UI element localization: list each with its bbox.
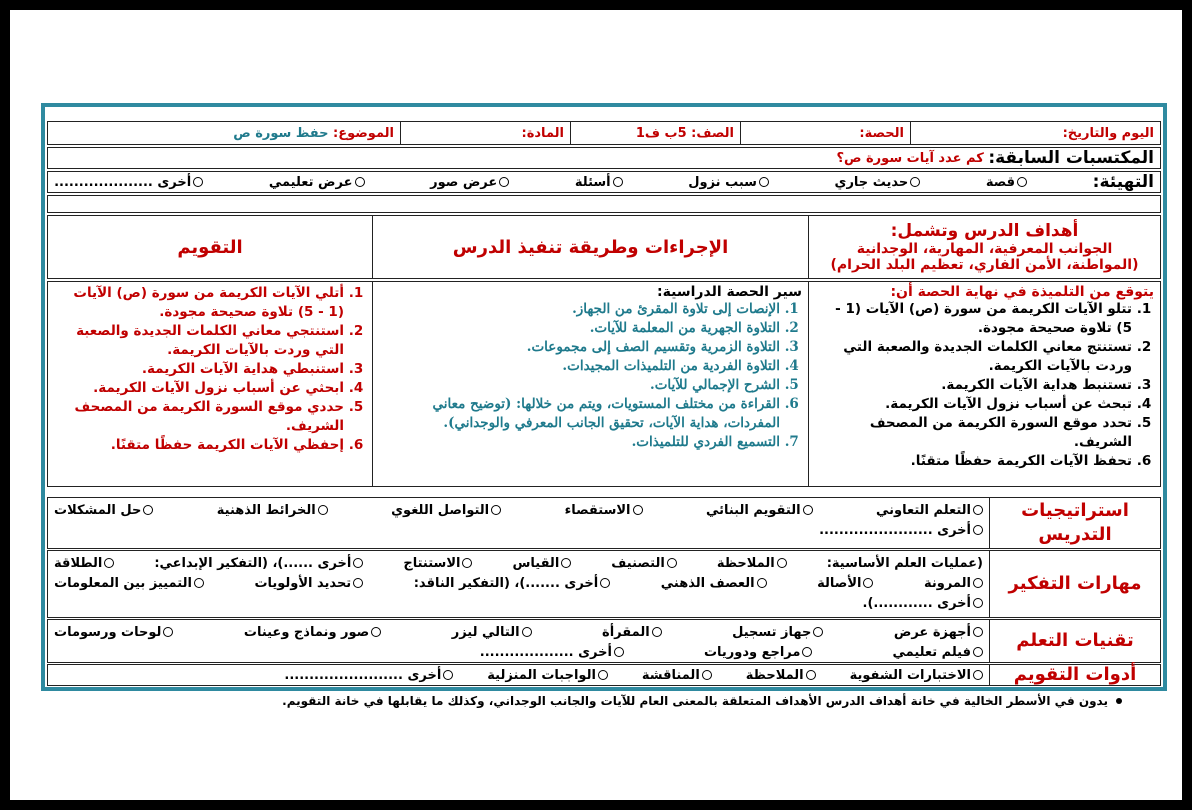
thinking-label	[989, 551, 1160, 617]
warmup-option-revelation-reason[interactable]	[688, 175, 769, 190]
objectives-list	[815, 300, 1154, 471]
subject-cell	[400, 122, 570, 144]
tech-label	[989, 620, 1160, 662]
strategy-option[interactable]	[706, 503, 813, 518]
option-label: لوحات ورسومات	[54, 624, 162, 640]
radio-circle-icon	[633, 505, 643, 515]
radio-circle-icon	[353, 558, 363, 568]
radio-circle-icon	[600, 578, 610, 588]
header-row	[47, 121, 1161, 145]
period-cell	[740, 122, 910, 144]
topic-label: الموضوع:	[333, 125, 394, 141]
prior-knowledge-label: المكتسبات السابقة:	[988, 148, 1154, 168]
tech-option[interactable]	[732, 625, 823, 640]
thinking-option[interactable]	[924, 576, 983, 591]
strategies-label	[989, 498, 1160, 548]
evaluation-header	[48, 216, 372, 278]
list-item: 3. التلاوة الزمرية وتقسيم الصف إلى مجموعات.	[379, 338, 780, 357]
thinking-option[interactable]	[403, 556, 472, 571]
strategy-option[interactable]	[391, 503, 501, 518]
warmup-option-story[interactable]	[986, 175, 1027, 190]
option-label: أخرى ......)، (التفكير الإبداعي:	[154, 555, 352, 571]
prior-knowledge-cell	[48, 148, 1160, 168]
thinking-option[interactable]	[512, 556, 571, 571]
radio-circle-icon	[702, 670, 712, 680]
thinking-option[interactable]	[54, 556, 114, 571]
assessment-label	[989, 665, 1160, 685]
radio-circle-icon	[1017, 177, 1027, 187]
option-label: جهاز تسجيل	[732, 624, 812, 640]
radio-circle-icon	[973, 647, 983, 657]
radio-circle-icon	[561, 558, 571, 568]
option-label: المرونة	[924, 575, 971, 591]
footnote	[70, 694, 1122, 708]
list-item: 7. التسميع الفردي للتلميذات.	[379, 433, 780, 452]
radio-circle-icon	[371, 627, 381, 637]
radio-circle-icon	[973, 670, 983, 680]
option-label: الخرائط الذهنية	[216, 502, 316, 518]
strategy-option[interactable]	[565, 503, 643, 518]
radio-circle-icon	[355, 177, 365, 187]
assessment-option[interactable]	[850, 668, 983, 683]
radio-circle-icon	[652, 627, 662, 637]
option-label: سبب نزول	[688, 174, 757, 190]
radio-circle-icon	[318, 505, 328, 515]
list-item: 5. تحدد موقع السورة الكريمة من المصحف الشريف.	[815, 414, 1132, 452]
evaluation-title: التقويم	[177, 236, 243, 258]
procedures-header	[372, 216, 808, 278]
radio-circle-icon	[598, 670, 608, 680]
warmup-option-questions[interactable]	[575, 175, 623, 190]
tech-option[interactable]	[892, 645, 983, 660]
assessment-row	[47, 664, 1161, 686]
warmup-option-images[interactable]	[430, 175, 509, 190]
option-label: مراجع ودوريات	[703, 644, 801, 660]
strategy-option[interactable]	[217, 503, 328, 518]
list-item: 4. ابحثي عن أسباب نزول الآيات الكريمة.	[54, 379, 344, 398]
option-label: الاستقصاء	[564, 502, 631, 518]
radio-circle-icon	[757, 578, 767, 588]
option-label: التصنيف	[611, 555, 665, 571]
radio-circle-icon	[806, 670, 816, 680]
radio-circle-icon	[973, 627, 983, 637]
list-item: 5. الشرح الإجمالي للآيات.	[379, 376, 780, 395]
radio-circle-icon	[802, 647, 812, 657]
class-cell	[570, 122, 740, 144]
option-label: الأصالة	[817, 575, 862, 591]
list-item: 2. تستنتج معاني الكلمات الجديدة والصعبة التي وردت بالآيات الكريمة.	[815, 338, 1132, 376]
list-item: 1. أتلي الآيات الكريمة من سورة (ص) الآيات (1 - 5) تلاوة صحيحة مجودة.	[54, 284, 344, 322]
option-label: أخرى ............).	[862, 595, 971, 611]
radio-circle-icon	[863, 578, 873, 588]
tech-option[interactable]	[894, 625, 983, 640]
section-label-text: مهارات التفكير	[1008, 573, 1142, 594]
radio-circle-icon	[163, 627, 173, 637]
tech-option[interactable]	[452, 625, 532, 640]
option-label: قصة	[985, 174, 1016, 190]
list-item: 1. الإنصات إلى تلاوة المقرئ من الجهاز.	[379, 300, 780, 319]
radio-circle-icon	[614, 647, 624, 657]
thinking-option[interactable]	[414, 576, 611, 591]
option-label: الواجبات المنزلية	[487, 667, 596, 683]
assessment-option[interactable]	[746, 668, 816, 683]
radio-circle-icon	[759, 177, 769, 187]
topic-value: حفظ سورة ص	[233, 125, 329, 141]
radio-circle-icon	[491, 505, 501, 515]
prior-knowledge-row	[47, 147, 1161, 169]
page	[10, 10, 1182, 800]
class-label: الصف: 5ب ف1	[635, 125, 734, 141]
option-label: القياس	[512, 555, 560, 571]
thinking-option[interactable]	[611, 556, 677, 571]
strategy-option-other[interactable]	[819, 523, 983, 538]
radio-circle-icon	[353, 578, 363, 588]
option-label: صور ونماذج وعينات	[243, 624, 370, 640]
lesson-plan-table	[41, 103, 1167, 691]
option-label: الاستنتاج	[403, 555, 461, 571]
list-item: 4. تبحث عن أسباب نزول الآيات الكريمة.	[815, 395, 1132, 414]
assessment-option-other[interactable]	[284, 668, 453, 683]
option-label: حديث جاري	[834, 174, 909, 190]
radio-circle-icon	[194, 578, 204, 588]
option-label: التواصل اللغوي	[391, 502, 490, 518]
list-item: 6. القراءة من مختلف المستويات، ويتم من خلالها: (توضيح معاني المفردات، هداية الآيات، تحقيق الجانب المعرفي والوجداني).	[379, 395, 780, 433]
thinking-option[interactable]	[717, 556, 787, 571]
date-cell	[910, 122, 1160, 144]
option-label: الملاحظة	[716, 555, 775, 571]
radio-circle-icon	[193, 177, 203, 187]
list-item: 3. استنبطي هداية الآيات الكريمة.	[54, 360, 344, 379]
bullet-icon	[1116, 698, 1122, 704]
option-label: أخرى ........................	[284, 667, 442, 683]
tech-options	[48, 620, 989, 662]
list-item: 2. استنتجي معاني الكلمات الجديدة والصعبة التي وردت بالآيات الكريمة.	[54, 322, 344, 360]
evaluation-cell	[48, 282, 372, 486]
objectives-title: أهداف الدرس وتشمل:	[890, 221, 1079, 241]
evaluation-list	[54, 284, 366, 455]
subject-label: المادة:	[521, 125, 564, 141]
list-item: 4. التلاوة الفردية من التلميذات المجيدات.	[379, 357, 780, 376]
content-row	[47, 281, 1161, 487]
assessment-options	[48, 665, 989, 685]
objectives-intro: يتوقع من التلميذة في نهاية الحصة أن:	[890, 284, 1154, 300]
strategies-options	[48, 498, 989, 548]
warmup-option-other[interactable]	[54, 175, 203, 190]
list-item: 6. إحفظي الآيات الكريمة حفظًا متقنًا.	[54, 436, 344, 455]
option-label: التمييز بين المعلومات	[54, 575, 192, 591]
warmup-option-current-talk[interactable]	[835, 175, 921, 190]
section-label-text: تقنيات التعلم	[1016, 630, 1134, 651]
tech-option[interactable]	[602, 625, 662, 640]
list-item: 3. تستنبط هداية الآيات الكريمة.	[815, 376, 1132, 395]
tech-row	[47, 619, 1161, 663]
radio-circle-icon	[910, 177, 920, 187]
radio-circle-icon	[813, 627, 823, 637]
option-label: أخرى ...................	[479, 644, 612, 660]
radio-circle-icon	[973, 505, 983, 515]
assessment-option[interactable]	[487, 668, 608, 683]
option-label: المقرأة	[602, 624, 650, 640]
radio-circle-icon	[499, 177, 509, 187]
date-label: اليوم والتاريخ:	[1062, 125, 1154, 141]
option-label: أجهزة عرض	[893, 624, 971, 640]
option-label: الاختبارات الشفوية	[849, 667, 971, 683]
option-label: فيلم تعليمي	[892, 644, 971, 660]
radio-circle-icon	[803, 505, 813, 515]
radio-circle-icon	[443, 670, 453, 680]
list-item: 2. التلاوة الجهرية من المعلمة للآيات.	[379, 319, 780, 338]
option-label: حل المشكلات	[54, 502, 142, 518]
period-label: الحصة:	[859, 125, 904, 141]
option-label: عرض صور	[430, 174, 498, 190]
option-label: أسئلة	[574, 174, 611, 190]
tech-option-other[interactable]	[480, 645, 624, 660]
list-item: 6. تحفظ الآيات الكريمة حفظًا متقنًا.	[815, 452, 1132, 471]
option-label: الطلاقة	[54, 555, 103, 571]
radio-circle-icon	[143, 505, 153, 515]
list-item: 5. حددي موقع السورة الكريمة من المصحف الشريف.	[54, 398, 344, 436]
spacer-row	[47, 195, 1161, 213]
tech-option[interactable]	[244, 625, 381, 640]
thinking-option[interactable]	[254, 576, 363, 591]
objectives-header	[808, 216, 1160, 278]
option-label: عرض تعليمي	[268, 174, 353, 190]
objectives-subtitle-2: (المواطنة، الأمن الفاري، تعظيم البلد الحرام)	[830, 257, 1139, 273]
option-label: أخرى .......)، (التفكير الناقد:	[413, 575, 599, 591]
radio-circle-icon	[667, 558, 677, 568]
strategies-row	[47, 497, 1161, 549]
tech-option[interactable]	[704, 645, 813, 660]
objectives-subtitle-1: الجوانب المعرفية، المهارية، الوجدانية	[856, 241, 1113, 257]
strategy-option[interactable]	[876, 503, 983, 518]
thinking-option[interactable]	[661, 576, 767, 591]
option-label: أخرى ....................	[54, 174, 192, 190]
warmup-option-edu-show[interactable]	[269, 175, 365, 190]
thinking-options	[48, 551, 989, 617]
thinking-prefix: (عمليات العلم الأساسية:	[826, 555, 983, 571]
section-label-text: استراتيجيات التدريس	[1021, 500, 1129, 545]
warmup-cell	[48, 172, 1160, 192]
radio-circle-icon	[777, 558, 787, 568]
thinking-option-other[interactable]	[863, 596, 984, 611]
radio-circle-icon	[973, 578, 983, 588]
radio-circle-icon	[104, 558, 114, 568]
footnote-text: يدون في الأسطر الخالية في خانة أهداف الدرس الأهداف المتعلقة بالمعنى العام للآيات والجانب الوجداني، وكذلك ما يقابلها في خانة التقويم.	[282, 694, 1108, 708]
warmup-row	[47, 171, 1161, 193]
option-label: التعلم التعاوني	[876, 502, 971, 518]
prior-knowledge-value: كم عدد آيات سورة ص؟	[836, 150, 984, 166]
option-label: التالي ليزر	[451, 624, 520, 640]
thinking-option[interactable]	[154, 556, 363, 571]
radio-circle-icon	[973, 598, 983, 608]
option-label: التقويم البنائي	[705, 502, 801, 518]
option-label: أخرى .......................	[819, 522, 971, 538]
warmup-label: التهيئة:	[1092, 172, 1154, 192]
radio-circle-icon	[613, 177, 623, 187]
topic-cell	[48, 122, 400, 144]
thinking-option[interactable]	[54, 576, 204, 591]
section-label-text: أدوات التقويم	[1013, 664, 1137, 685]
procedures-intro: سير الحصة الدراسية:	[657, 284, 802, 300]
option-label: العصف الذهني	[660, 575, 755, 591]
procedures-title: الإجراءات وطريقة تنفيذ الدرس	[452, 236, 729, 258]
objectives-cell	[808, 282, 1160, 486]
procedures-list	[379, 300, 802, 452]
tech-option[interactable]	[54, 625, 173, 640]
option-label: تحديد الأولويات	[254, 575, 352, 591]
thinking-option[interactable]	[817, 576, 873, 591]
procedures-cell	[372, 282, 808, 486]
columns-header-row	[47, 215, 1161, 279]
radio-circle-icon	[973, 525, 983, 535]
list-item: 1. تتلو الآيات الكريمة من سورة (ص) الآيات (1 - 5) تلاوة صحيحة مجودة.	[815, 300, 1132, 338]
assessment-option[interactable]	[642, 668, 712, 683]
option-label: الملاحظة	[745, 667, 804, 683]
radio-circle-icon	[522, 627, 532, 637]
strategy-option[interactable]	[54, 503, 153, 518]
radio-circle-icon	[462, 558, 472, 568]
thinking-row	[47, 550, 1161, 618]
option-label: المناقشة	[641, 667, 700, 683]
